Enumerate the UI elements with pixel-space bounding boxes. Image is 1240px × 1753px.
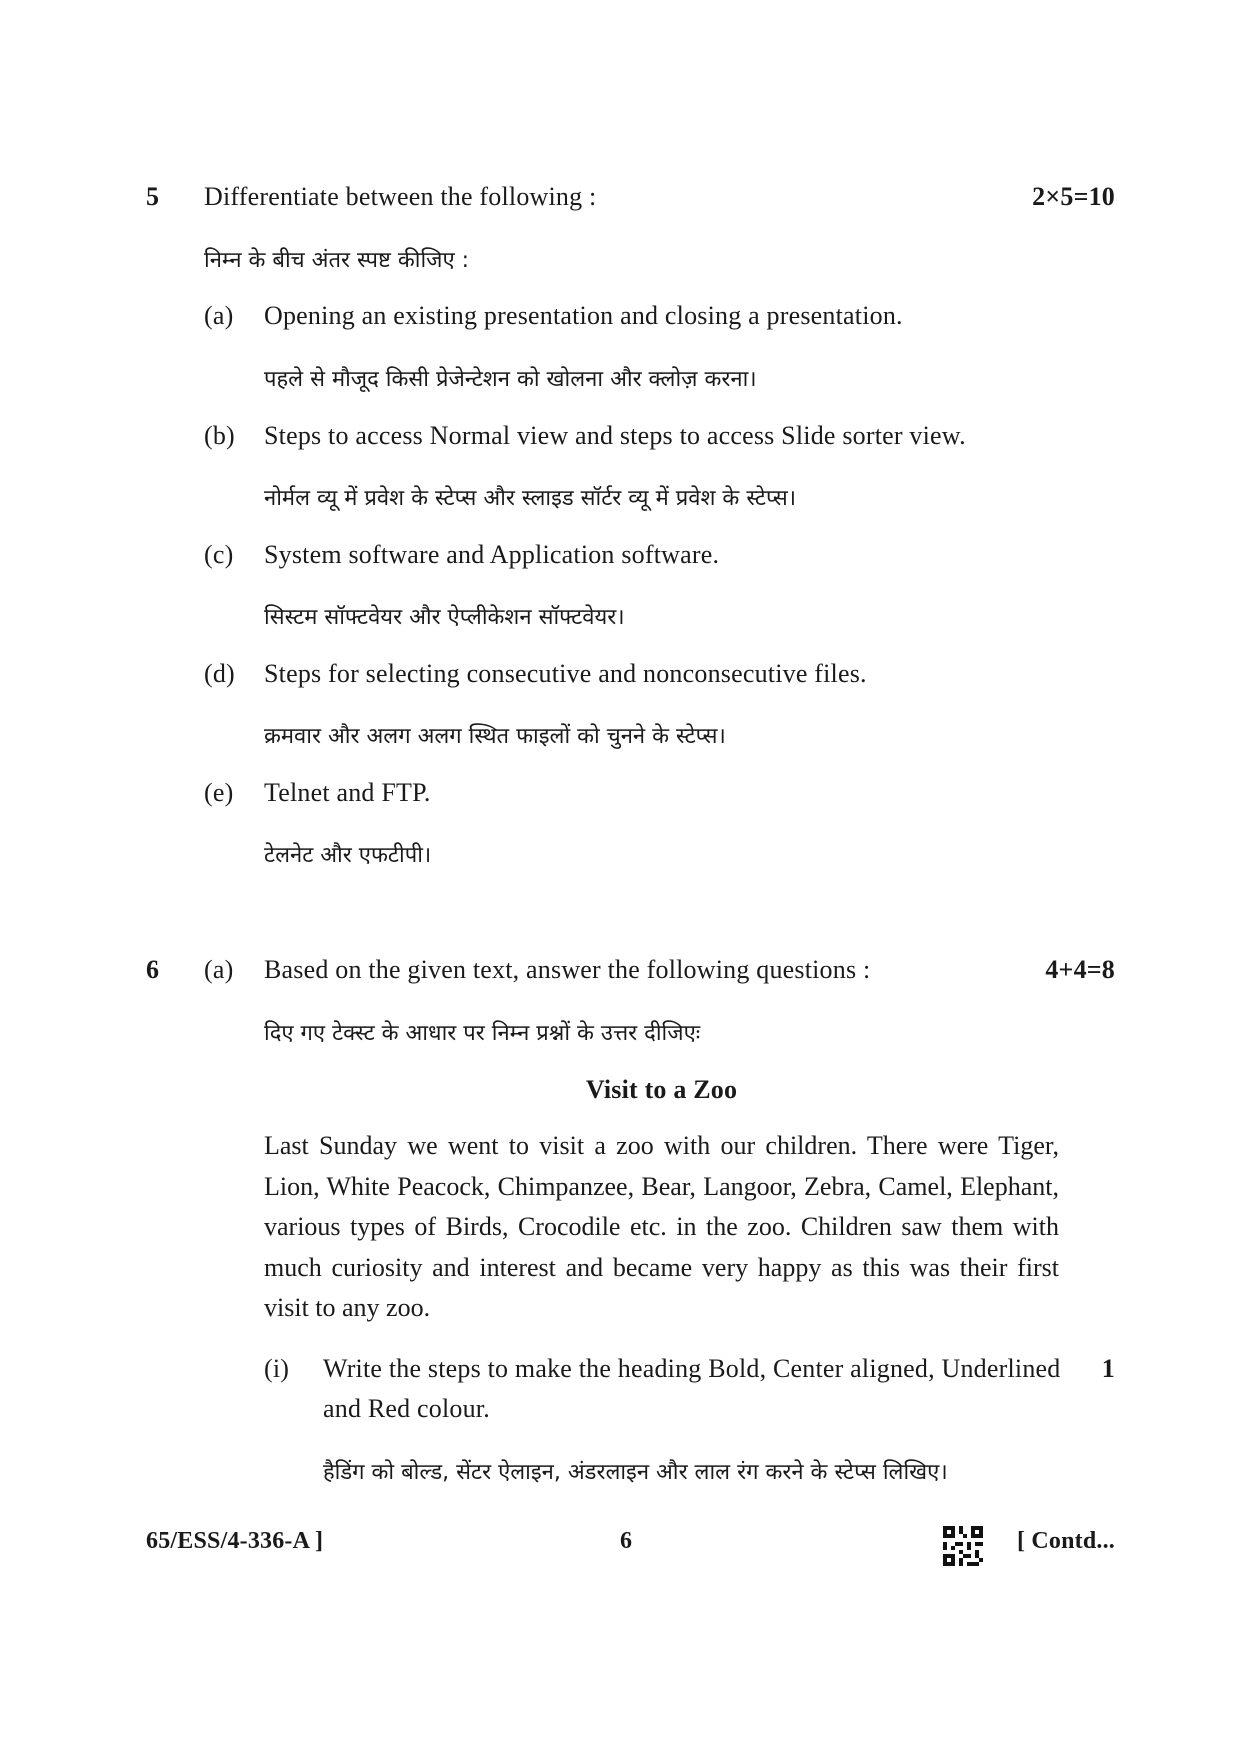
sub-question-marks: 1 <box>1101 1354 1115 1383</box>
item-b-hindi: नोर्मल व्यू में प्रवेश के स्टेप्स और स्लाइड सॉर्टर व्यू में प्रवेश के स्टेप्स। <box>264 486 797 511</box>
question-6-number: 6 <box>146 955 160 984</box>
item-e-label: (e) <box>204 778 234 807</box>
item-a-hindi: पहले से मौजूद किसी प्रेजेन्टेशन को खोलना और क्लोज़ करना। <box>264 367 757 392</box>
question-6-prompt-hindi: दिए गए टेक्स्ट के आधार पर निम्न प्रश्नों के उत्तर दीजिएः <box>264 1021 701 1046</box>
item-c-label: (c) <box>204 540 234 569</box>
sub-question-text-line1: Write the steps to make the heading Bold, Center aligned, Underlined <box>323 1354 1061 1383</box>
item-c-hindi: सिस्टम सॉफ्टवेयर और ऐप्लीकेशन सॉफ्टवेयर। <box>264 605 625 630</box>
question-5-number: 5 <box>146 182 160 211</box>
sub-question-label: (i) <box>264 1354 290 1383</box>
item-b-text: Steps to access Normal view and steps to access Slide sorter view. <box>264 421 966 450</box>
question-6-part: (a) <box>204 955 234 984</box>
question-6-marks: 4+4=8 <box>1045 955 1115 984</box>
question-5-marks: 2×5=10 <box>1032 182 1115 211</box>
item-e-text: Telnet and FTP. <box>264 778 431 807</box>
item-c-text: System software and Application software. <box>264 540 720 569</box>
paper-code: 65/ESS/4-336-A ] <box>146 1528 324 1554</box>
item-d-label: (d) <box>204 659 235 688</box>
item-a-text: Opening an existing presentation and closing a presentation. <box>264 301 903 330</box>
passage-text: Last Sunday we went to visit a zoo with our children. There were Tiger, Lion, White Peacock, Chimpanzee, Bear, Langoor, Zebra, Camel, Elephant, various types of Birds, Crocodile etc. in the zoo. Children saw them with much curiosity and interest and became very happy as this was their first visit to any zoo. <box>264 1131 1059 1322</box>
item-a-label: (a) <box>204 301 234 330</box>
qr-code-icon <box>943 1526 983 1566</box>
question-6-prompt: Based on the given text, answer the following questions : <box>264 955 871 984</box>
contd-label: [ Contd... <box>1016 1528 1115 1554</box>
item-d-text: Steps for selecting consecutive and nonconsecutive files. <box>264 659 867 688</box>
question-5-prompt: Differentiate between the following : <box>204 182 597 211</box>
sub-question-hindi: हैडिंग को बोल्ड, सेंटर ऐलाइन, अंडरलाइन और लाल रंग करने के स्टेप्स लिखिए। <box>323 1460 948 1485</box>
question-5-prompt-hindi: निम्न के बीच अंतर स्पष्ट कीजिए : <box>204 248 470 273</box>
item-b-label: (b) <box>204 421 235 450</box>
page-number: 6 <box>620 1528 633 1554</box>
item-e-hindi: टेलनेट और एफटीपी। <box>264 843 432 868</box>
passage-title: Visit to a Zoo <box>585 1075 738 1104</box>
sub-question-text-line2: and Red colour. <box>323 1394 490 1423</box>
item-d-hindi: क्रमवार और अलग अलग स्थित फाइलों को चुनने के स्टेप्स। <box>264 724 726 749</box>
